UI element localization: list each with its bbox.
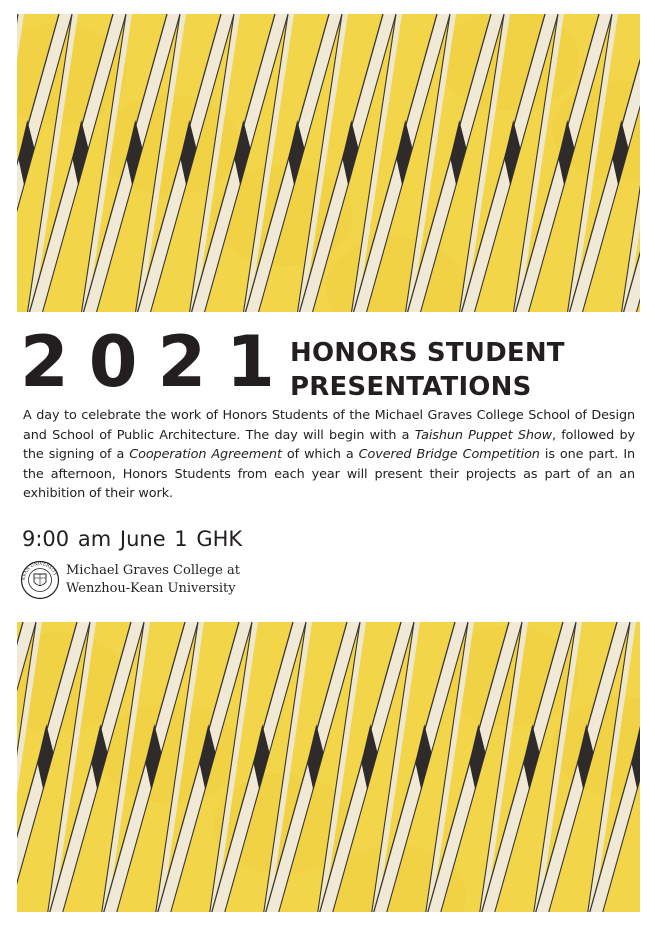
- university-seal-icon: [20, 560, 60, 600]
- event-details: [22, 527, 242, 551]
- description-text: is one part. In the afternoon, Honors Students from each year will present their projects as part of an an exhibition of their work.: [23, 447, 635, 502]
- zigzag-artwork-bottom: [17, 622, 640, 912]
- event-location: GHK: [196, 527, 243, 551]
- year-digit: 0: [88, 321, 158, 403]
- year-digit: 2: [20, 321, 89, 403]
- headline-line-2: PRESENTATIONS: [290, 372, 532, 402]
- svg-text:KEAN UNIVERSITY: [21, 561, 58, 580]
- zigzag-artwork-top: [17, 14, 640, 312]
- college-name: [66, 562, 240, 598]
- headline-line-1: HONORS STUDENT: [290, 338, 565, 368]
- description-emphasis: Cooperation Agreement: [129, 447, 282, 463]
- event-meridiem: am: [77, 527, 112, 551]
- description-emphasis: Covered Bridge Competition: [358, 447, 540, 463]
- headline: [290, 336, 565, 404]
- year-digit: 1: [226, 321, 295, 403]
- college-line-1: Michael Graves College at: [66, 563, 240, 578]
- description-text: of which a: [281, 447, 359, 463]
- zigzag-pattern-bottom: [17, 622, 640, 912]
- college-line-2: Wenzhou-Kean University: [66, 581, 236, 596]
- year-heading: [20, 322, 295, 402]
- zigzag-pattern-top: [17, 14, 640, 312]
- description-emphasis: Taishun Puppet Show: [414, 427, 552, 443]
- seal-text: KEAN UNIVERSITY: [20, 560, 59, 581]
- event-description: [23, 406, 635, 504]
- event-time: 9:00: [22, 527, 70, 551]
- description-text: A day to celebrate the work of Honors Students of the Michael Graves College School of Design and School of Public Architecture. The day will begin with a: [23, 408, 635, 443]
- event-date: June 1: [119, 527, 188, 551]
- year-digit: 2: [157, 321, 227, 403]
- description-text: , followed by the signing of a: [23, 427, 635, 463]
